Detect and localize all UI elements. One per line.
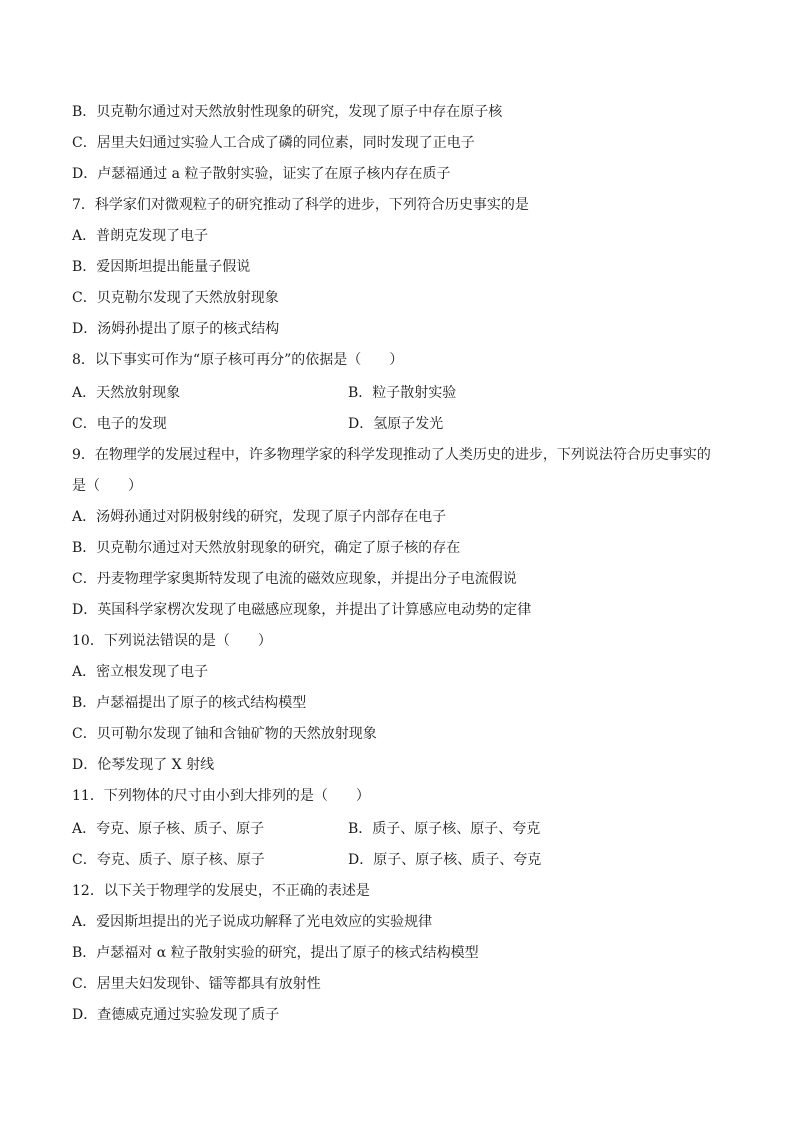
q11-option-d: D．原子、原子核、质子、夸克 bbox=[348, 852, 542, 868]
q9-option-b: B．贝克勒尔通过对天然放射现象的研究，确定了原子核的存在 bbox=[72, 540, 461, 556]
q7-option-d: D．汤姆孙提出了原子的核式结构 bbox=[72, 321, 280, 337]
q9-option-c: C．丹麦物理学家奥斯特发现了电流的磁效应现象，并提出分子电流假说 bbox=[72, 571, 517, 587]
q12-stem: 12．以下关于物理学的发展史，不正确的表述是 bbox=[72, 883, 370, 899]
q12-option-b: B．卢瑟福对 α 粒子散射实验的研究，提出了原子的核式结构模型 bbox=[72, 945, 479, 961]
q10-option-c: C．贝可勒尔发现了铀和含铀矿物的天然放射现象 bbox=[72, 726, 377, 742]
q9-option-a: A．汤姆孙通过对阴极射线的研究，发现了原子内部存在电子 bbox=[72, 509, 447, 525]
q7-option-a: A．普朗克发现了电子 bbox=[72, 228, 209, 244]
q7-option-c: C．贝克勒尔发现了天然放射现象 bbox=[72, 290, 279, 306]
q7-stem: 7．科学家们对微观粒子的研究推动了科学的进步，下列符合历史事实的是 bbox=[72, 197, 529, 213]
q8-option-d: D．氢原子发光 bbox=[348, 416, 444, 432]
q8-option-c: C．电子的发现 bbox=[72, 416, 167, 432]
q8-stem: 8．以下事实可作为“原子核可再分”的依据是（ ） bbox=[72, 352, 404, 368]
q11-option-a: A．夸克、原子核、质子、原子 bbox=[72, 821, 265, 837]
q6-option-c: C．居里夫妇通过实验人工合成了磷的同位素，同时发现了正电子 bbox=[72, 135, 475, 151]
q8-option-b: B．粒子散射实验 bbox=[348, 385, 457, 401]
q10-option-d: D．伦琴发现了 X 射线 bbox=[72, 757, 215, 773]
q12-option-a: A．爱因斯坦提出的光子说成功解释了光电效应的实验规律 bbox=[72, 914, 433, 930]
q6-option-b: B．贝克勒尔通过对天然放射性现象的研究，发现了原子中存在原子核 bbox=[72, 104, 503, 120]
q10-option-a: A．密立根发现了电子 bbox=[72, 664, 209, 680]
q9-option-d: D．英国科学家楞次发现了电磁感应现象，并提出了计算感应电动势的定律 bbox=[72, 602, 532, 618]
q9-stem-continued: 是（ ） bbox=[72, 478, 142, 494]
q7-option-b: B．爱因斯坦提出能量子假说 bbox=[72, 259, 251, 275]
q12-option-c: C．居里夫妇发现钋、镭等都具有放射性 bbox=[72, 976, 321, 992]
q12-option-d: D．查德威克通过实验发现了质子 bbox=[72, 1007, 280, 1023]
q11-option-c: C．夸克、质子、原子核、原子 bbox=[72, 852, 265, 868]
q8-option-a: A．天然放射现象 bbox=[72, 385, 181, 401]
q6-option-d: D．卢瑟福通过 a 粒子散射实验，证实了在原子核内存在质子 bbox=[72, 166, 451, 182]
q11-stem: 11．下列物体的尺寸由小到大排列的是（ ） bbox=[72, 788, 370, 804]
q11-option-b: B．质子、原子核、原子、夸克 bbox=[348, 821, 541, 837]
q10-option-b: B．卢瑟福提出了原子的核式结构模型 bbox=[72, 695, 307, 711]
q9-stem: 9．在物理学的发展过程中，许多物理学家的科学发现推动了人类历史的进步，下列说法符合历史事实的 bbox=[72, 447, 711, 463]
q10-stem: 10．下列说法错误的是（ ） bbox=[72, 633, 272, 649]
